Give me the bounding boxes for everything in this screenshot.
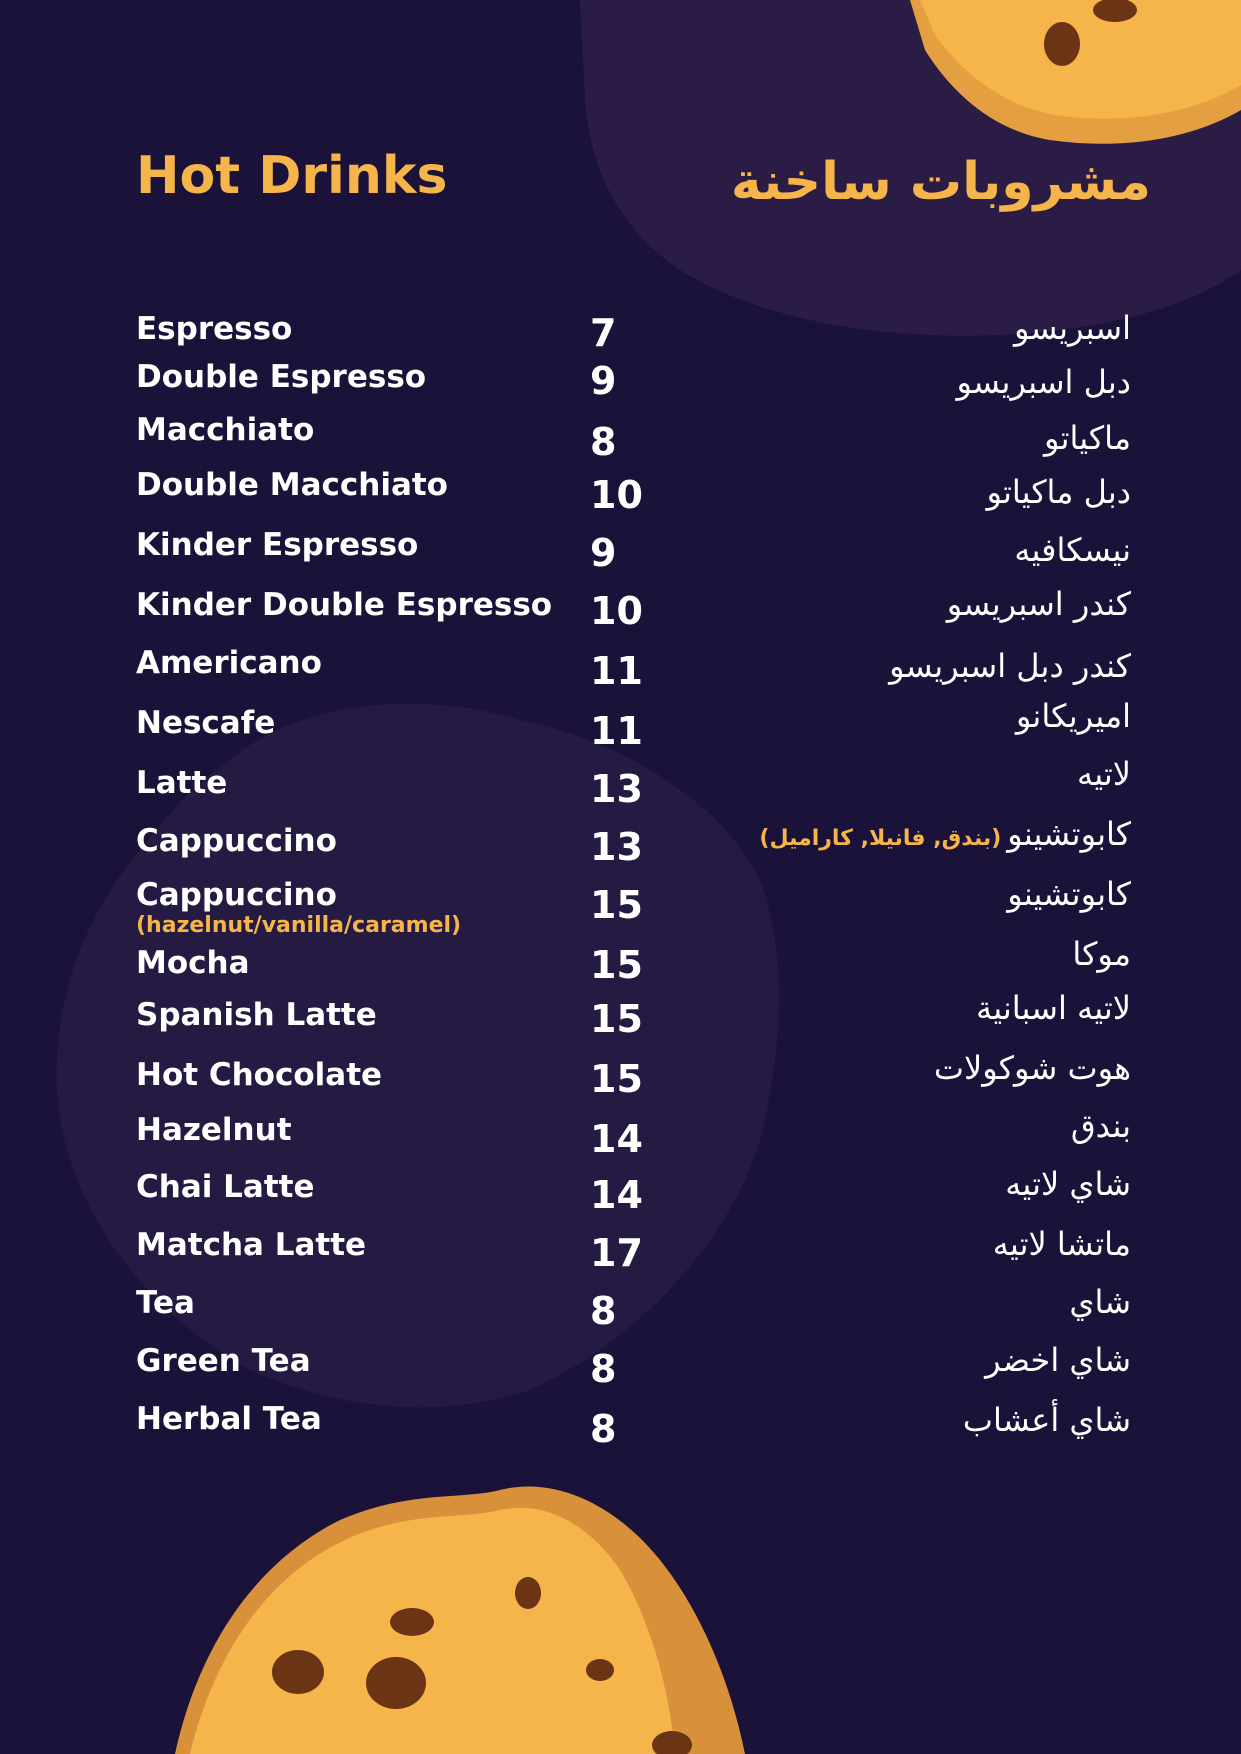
menu-item-name-arabic	[889, 647, 1131, 685]
item-name-text-arabic: كابوتشينو	[1007, 815, 1131, 853]
menu-item-price: 14	[590, 1173, 643, 1217]
item-name-text-arabic: دبل ماكياتو	[986, 473, 1131, 511]
item-name-text-arabic: شاي اخضر	[985, 1341, 1131, 1379]
menu-item-name-arabic	[1015, 697, 1131, 735]
menu-item-name-arabic	[1005, 1165, 1131, 1203]
menu-item-price: 8	[590, 1289, 617, 1333]
menu-item-name-english	[136, 1285, 195, 1321]
item-name-text: Double Espresso	[136, 359, 427, 395]
menu-item-name-arabic	[986, 473, 1131, 511]
menu-item-name-arabic	[1069, 1283, 1131, 1321]
item-name-text: Double Macchiato	[136, 467, 448, 503]
menu-item-name-arabic	[1014, 309, 1131, 347]
item-name-text: Hot Chocolate	[136, 1057, 383, 1093]
item-name-text-arabic: لاتيه اسبانية	[976, 989, 1131, 1027]
menu-item-name-english	[136, 359, 427, 395]
menu-item-price: 8	[590, 1407, 617, 1451]
item-name-text: Mocha	[136, 945, 250, 981]
menu-item-price: 8	[590, 1347, 617, 1391]
item-name-text: Americano	[136, 645, 322, 681]
menu-item-price: 11	[590, 649, 643, 693]
menu-item-name-arabic	[1070, 1107, 1131, 1145]
menu-item-name-arabic	[946, 585, 1131, 623]
menu-item-name-english	[136, 412, 315, 448]
menu-item-name-arabic	[1007, 875, 1131, 913]
menu-item-price: 8	[590, 420, 617, 464]
item-name-text: Herbal Tea	[136, 1401, 322, 1437]
item-name-text-arabic: كندر دبل اسبريسو	[889, 647, 1131, 685]
item-name-text-arabic: دبل اسبريسو	[956, 363, 1131, 401]
item-name-text-arabic: اسبريسو	[1014, 309, 1131, 347]
menu-item-price: 9	[590, 359, 617, 403]
item-name-text: Chai Latte	[136, 1169, 315, 1205]
menu-item-price: 15	[590, 883, 643, 927]
item-name-text: Espresso	[136, 311, 293, 347]
item-name-text: Cappuccino	[136, 823, 337, 859]
menu-item-name-english	[136, 527, 419, 563]
chocolate-chip	[1044, 22, 1080, 66]
menu-item-name-arabic	[985, 1341, 1131, 1379]
menu-item-name-arabic	[962, 1401, 1131, 1439]
menu-item-name-english	[136, 467, 448, 503]
menu-item-price: 10	[590, 589, 643, 633]
item-name-text-arabic: شاي لاتيه	[1005, 1165, 1131, 1203]
menu-item-name-english	[136, 311, 293, 347]
menu-item-price: 13	[590, 767, 643, 811]
menu-item-name-english	[136, 1057, 383, 1093]
item-name-text: Kinder Double Espresso	[136, 587, 553, 623]
menu-item-name-english	[136, 705, 276, 741]
item-name-text-arabic: شاي	[1069, 1283, 1131, 1321]
menu-item-name-arabic	[1072, 935, 1131, 973]
menu-item-price: 7	[590, 311, 617, 355]
item-name-text-arabic: هوت شوكولات	[933, 1049, 1131, 1087]
menu-item-name-english	[136, 823, 337, 859]
menu-item-price: 13	[590, 825, 643, 869]
item-name-text: Cappuccino	[136, 877, 337, 913]
menu-item-price: 15	[590, 997, 643, 1041]
menu-item-name-arabic	[956, 363, 1131, 401]
menu-item-price: 15	[590, 1057, 643, 1101]
menu-item-name-english	[136, 877, 462, 938]
menu-item-name-arabic	[1044, 419, 1131, 457]
menu-item-name-english	[136, 587, 553, 623]
item-name-text-arabic: ماتشا لاتيه	[992, 1225, 1131, 1263]
menu-item-name-english	[136, 945, 250, 981]
menu-item-name-english	[136, 1112, 292, 1148]
item-name-text: Spanish Latte	[136, 997, 377, 1033]
item-name-text-arabic: ماكياتو	[1044, 419, 1131, 457]
item-name-text: Hazelnut	[136, 1112, 292, 1148]
item-note-arabic: (بندق, فانيلا, كاراميل)	[759, 826, 1002, 851]
chocolate-chip	[272, 1650, 324, 1694]
item-note-english: (hazelnut/vanilla/caramel)	[136, 913, 462, 938]
menu-item-price: 15	[590, 943, 643, 987]
item-name-text-arabic: لاتيه	[1077, 755, 1131, 793]
item-name-text: Green Tea	[136, 1343, 311, 1379]
menu-item-name-arabic	[1014, 531, 1131, 569]
menu-item-price: 11	[590, 709, 643, 753]
menu-item-name-arabic	[933, 1049, 1131, 1087]
menu-item-name-arabic	[1077, 755, 1131, 793]
item-name-text: Kinder Espresso	[136, 527, 419, 563]
menu-item-price: 9	[590, 531, 617, 575]
menu-item-price: 10	[590, 473, 643, 517]
menu-item-name-english	[136, 997, 377, 1033]
menu-item-name-english	[136, 765, 228, 801]
menu-item-name-english	[136, 1401, 322, 1437]
item-name-text-arabic: بندق	[1070, 1107, 1131, 1145]
item-name-text: Matcha Latte	[136, 1227, 367, 1263]
menu-item-name-arabic	[976, 989, 1131, 1027]
item-name-text: Tea	[136, 1285, 195, 1321]
menu-item-name-arabic	[992, 1225, 1131, 1263]
menu-item-name-english	[136, 645, 322, 681]
menu-item-name-english	[136, 1343, 311, 1379]
item-name-text: Nescafe	[136, 705, 276, 741]
item-name-text-arabic: كندر اسبريسو	[946, 585, 1131, 623]
item-name-text-arabic: كابوتشينو	[1007, 875, 1131, 913]
menu-item-name-english	[136, 1169, 315, 1205]
menu-item-price: 14	[590, 1117, 643, 1161]
menu-title-english: Hot Drinks	[136, 146, 448, 206]
menu-item-price: 17	[590, 1231, 643, 1275]
item-name-text-arabic: موكا	[1072, 935, 1131, 973]
menu-item-name-english	[136, 1227, 367, 1263]
item-name-text-arabic: نيسكافيه	[1014, 531, 1131, 569]
menu-title-arabic: مشروبات ساخنة	[730, 152, 1151, 212]
menu-item-name-arabic	[759, 815, 1131, 853]
item-name-text-arabic: شاي أعشاب	[962, 1401, 1131, 1439]
item-name-text-arabic: اميريكانو	[1015, 697, 1131, 735]
item-name-text: Latte	[136, 765, 228, 801]
item-name-text: Macchiato	[136, 412, 315, 448]
